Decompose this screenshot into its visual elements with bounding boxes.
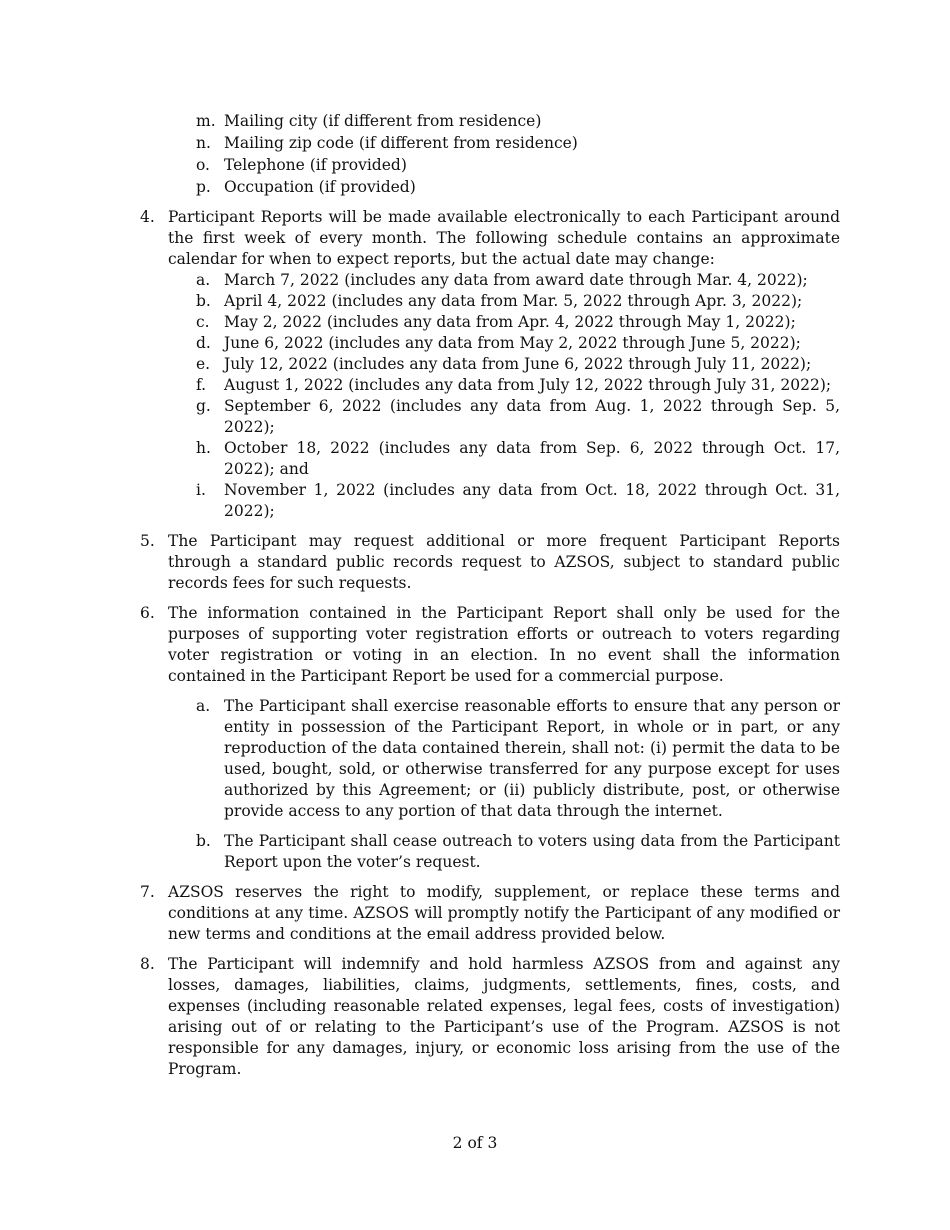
schedule-item xyxy=(196,291,840,312)
schedule-item xyxy=(196,438,840,480)
paragraph-text: The Participant may request additional or more frequent Participant Reports through a standard public records request to AZSOS, subject to standard public records fees for such requests. xyxy=(168,532,840,592)
list-item xyxy=(196,177,840,198)
list-marker: f. xyxy=(196,376,207,394)
list-text: Mailing zip code (if different from residence) xyxy=(224,134,578,152)
sub-paragraph-6a xyxy=(196,696,840,822)
paragraph-number: 5. xyxy=(140,532,155,550)
list-marker: i. xyxy=(196,481,206,499)
list-text: September 6, 2022 (includes any data from Aug. 1, 2022 through Sep. 5, 2022); xyxy=(224,397,840,436)
schedule-item xyxy=(196,354,840,375)
list-text: April 4, 2022 (includes any data from Mar. 5, 2022 through Apr. 3, 2022); xyxy=(224,292,803,310)
schedule-item xyxy=(196,312,840,333)
schedule-item xyxy=(196,270,840,291)
numbered-paragraph-8 xyxy=(140,954,840,1080)
list-text: August 1, 2022 (includes any data from July 12, 2022 through July 31, 2022); xyxy=(224,376,832,394)
paragraph-number: 6. xyxy=(140,604,155,622)
list-text: Mailing city (if different from residence) xyxy=(224,112,542,130)
document-body xyxy=(140,111,840,1080)
list-marker: a. xyxy=(196,271,211,289)
schedule-item xyxy=(196,375,840,396)
schedule-item xyxy=(196,333,840,354)
paragraph-number: 8. xyxy=(140,955,155,973)
list-text: June 6, 2022 (includes any data from May 2, 2022 through June 5, 2022); xyxy=(224,334,801,352)
schedule-item xyxy=(196,480,840,522)
list-marker: c. xyxy=(196,313,210,331)
list-marker: h. xyxy=(196,439,211,457)
sub-paragraph-6b xyxy=(196,831,840,873)
paragraph-number: 4. xyxy=(140,208,155,226)
list-item xyxy=(196,155,840,176)
list-marker: a. xyxy=(196,697,211,715)
list-text: November 1, 2022 (includes any data from Oct. 18, 2022 through Oct. 31, 2022); xyxy=(224,481,840,520)
schedule-item xyxy=(196,396,840,438)
list-text: March 7, 2022 (includes any data from award date through Mar. 4, 2022); xyxy=(224,271,808,289)
paragraph-text: Participant Reports will be made available electronically to each Participant around the first week of every month. The following schedule contains an approximate calendar for when to expect reports, but the actual date may change: xyxy=(168,208,840,268)
list-text: Occupation (if provided) xyxy=(224,178,416,196)
list-marker: o. xyxy=(196,156,210,174)
list-item xyxy=(196,133,840,154)
numbered-paragraph-5 xyxy=(140,531,840,594)
numbered-paragraph-4 xyxy=(140,207,840,270)
list-marker: b. xyxy=(196,292,211,310)
numbered-paragraph-6 xyxy=(140,603,840,687)
list-marker: b. xyxy=(196,832,211,850)
list-text: May 2, 2022 (includes any data from Apr. 4, 2022 through May 1, 2022); xyxy=(224,313,796,331)
list-marker: p. xyxy=(196,178,211,196)
list-marker: e. xyxy=(196,355,211,373)
list-marker: d. xyxy=(196,334,211,352)
list-marker: g. xyxy=(196,397,211,415)
list-text: Telephone (if provided) xyxy=(224,156,407,174)
list-marker: m. xyxy=(196,112,216,130)
list-text: The Participant shall exercise reasonable efforts to ensure that any person or entity in possession of the Participant Report, in whole or in part, or any reproduction of the data contained therein, shall not: (i) permit the data to be used, bought, sold, or otherwise transferred for any purpose except for uses authorized by this Agreement; or (ii) publicly distribute, post, or otherwise provide access to any portion of that data through the internet. xyxy=(224,697,840,820)
paragraph-number: 7. xyxy=(140,883,155,901)
paragraph-text: AZSOS reserves the right to modify, supplement, or replace these terms and conditions at any time. AZSOS will promptly notify the Participant of any modified or new terms and conditions at the email address provided below. xyxy=(168,883,840,943)
numbered-paragraph-7 xyxy=(140,882,840,945)
paragraph-text: The Participant will indemnify and hold harmless AZSOS from and against any losses, damages, liabilities, claims, judgments, settlements, fines, costs, and expenses (including reasonable related expenses, legal fees, costs of investigation) arising out of or relating to the Participant’s use of the Program. AZSOS is not responsible for any damages, injury, or economic loss arising from the use of the Program. xyxy=(168,955,840,1078)
paragraph-text: The information contained in the Participant Report shall only be used for the purposes of supporting voter registration efforts or outreach to voters regarding voter registration or voting in an election. In no event shall the information contained in the Participant Report be used for a commercial purpose. xyxy=(168,604,840,685)
list-text: October 18, 2022 (includes any data from Sep. 6, 2022 through Oct. 17, 2022); and xyxy=(224,439,840,478)
page-number: 2 of 3 xyxy=(452,1134,498,1152)
list-marker: n. xyxy=(196,134,211,152)
list-text: The Participant shall cease outreach to voters using data from the Participant Report upon the voter’s request. xyxy=(224,832,840,871)
list-text: July 12, 2022 (includes any data from June 6, 2022 through July 11, 2022); xyxy=(224,355,812,373)
list-item xyxy=(196,111,840,132)
